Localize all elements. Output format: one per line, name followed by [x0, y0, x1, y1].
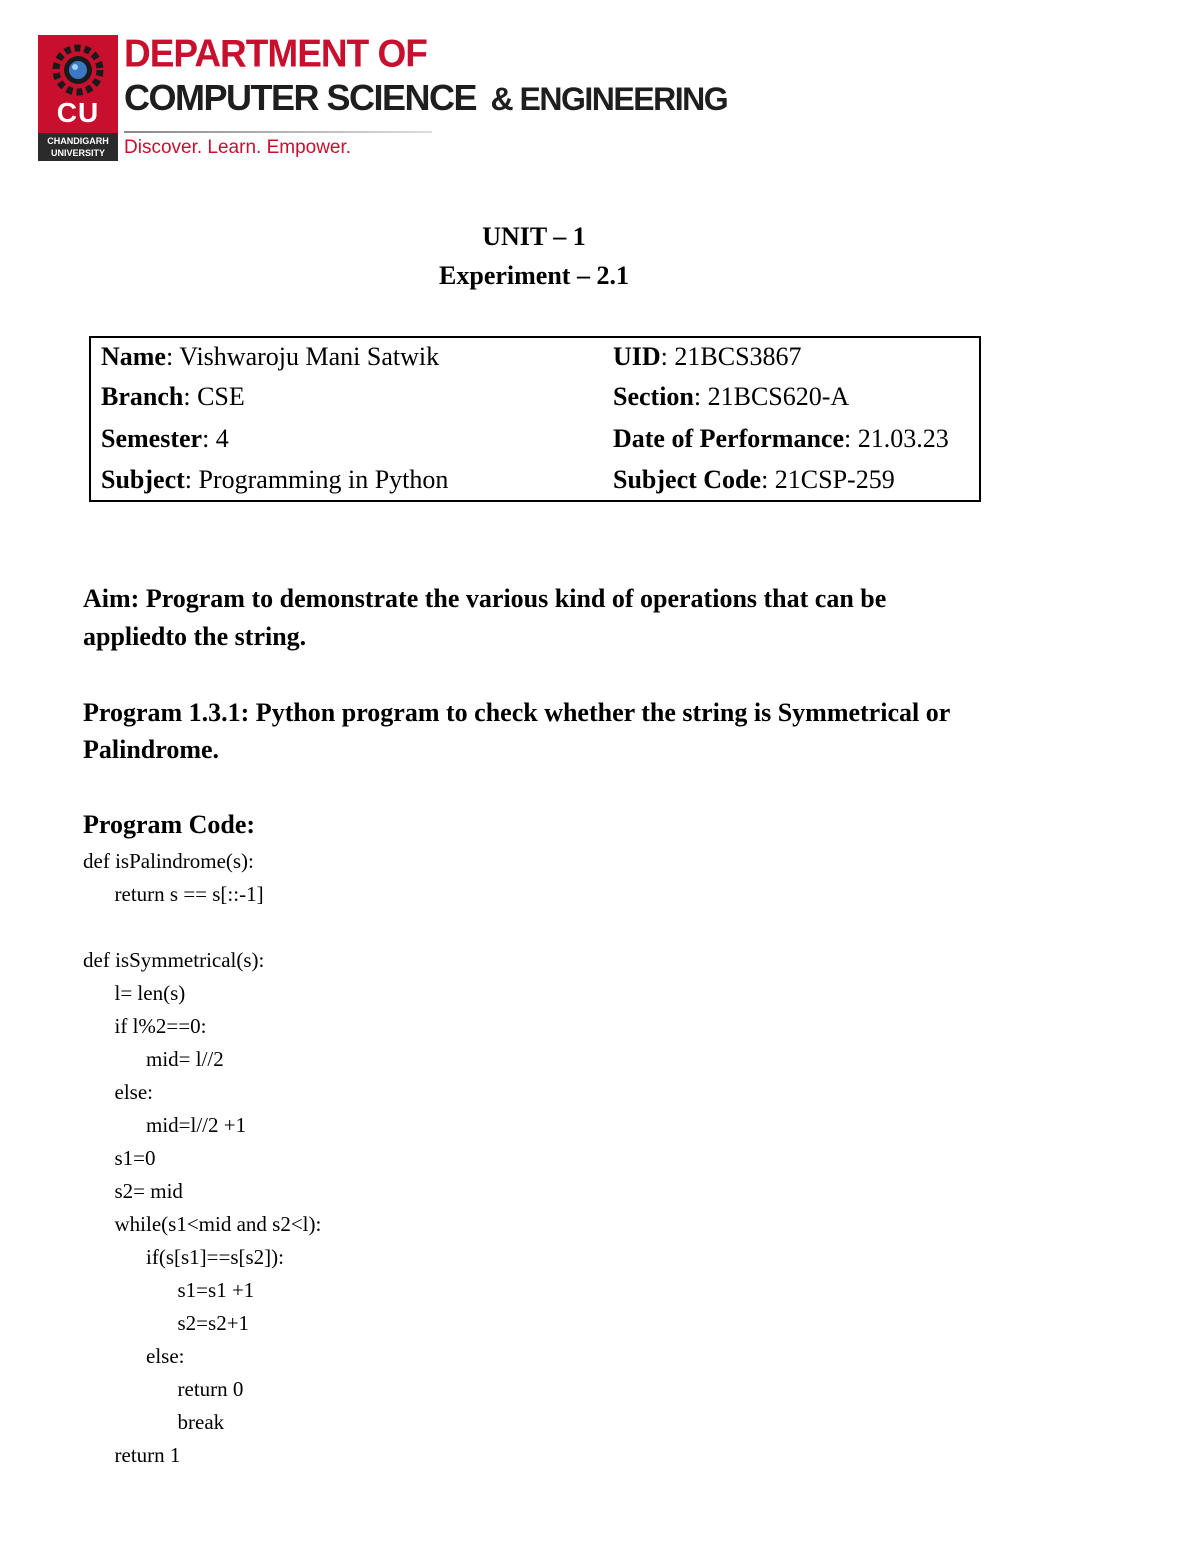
subject-label: Subject	[101, 465, 185, 494]
program-code-heading: Program Code:	[83, 810, 256, 839]
subject-code-field	[613, 465, 895, 495]
logo-university-name	[38, 133, 118, 161]
department-header	[38, 31, 728, 165]
subject-value: : Programming in Python	[184, 465, 449, 494]
code-line: def isPalindrome(s):	[83, 849, 254, 873]
name-label: Name	[101, 342, 166, 371]
code-line	[83, 911, 321, 944]
code-line: s2=s2+1	[83, 1311, 250, 1335]
code-line: else:	[83, 1080, 153, 1104]
program-title: Program 1.3.1: Python program to check whether the string is Symmetrical or Palindrome.	[83, 698, 950, 764]
section-value: : 21BCS620-A	[693, 382, 850, 411]
branch-label: Branch	[101, 382, 184, 411]
branch-field	[101, 382, 245, 412]
code-line: return s == s[::-1]	[83, 882, 264, 906]
date-value: : 21.03.23	[844, 424, 949, 453]
section-label: Section	[613, 382, 694, 411]
uid-field	[613, 342, 802, 372]
logo-initials: CU	[56, 97, 100, 128]
department-title-line2	[124, 77, 727, 119]
semester-field	[101, 424, 229, 454]
code-line: mid= l//2	[83, 1047, 224, 1071]
name-value: : Vishwaroju Mani Satwik	[165, 342, 440, 371]
name-field	[101, 342, 439, 372]
unit-heading: UNIT – 1	[482, 222, 586, 251]
department-title-eng: & ENGINEERING	[490, 81, 728, 117]
uid-value: : 21BCS3867	[660, 342, 802, 371]
date-field	[613, 424, 949, 454]
semester-label: Semester	[101, 424, 203, 453]
student-info-table	[89, 336, 981, 502]
code-line: mid=l//2 +1	[83, 1113, 247, 1137]
branch-value: : CSE	[183, 382, 245, 411]
date-label: Date of Performance	[613, 424, 844, 453]
tagline-divider	[124, 131, 432, 133]
code-line: l= len(s)	[83, 981, 186, 1005]
code-line: else:	[83, 1344, 185, 1368]
department-title-cs: COMPUTER SCIENCE	[124, 77, 477, 118]
code-line: while(s1<mid and s2<l):	[83, 1212, 322, 1236]
code-line: return 0	[83, 1377, 244, 1401]
program-code-block	[83, 845, 321, 1472]
tagline: Discover. Learn. Empower.	[124, 137, 352, 158]
code-line: return 1	[83, 1443, 181, 1467]
subject-field	[101, 465, 448, 495]
logo-university-line2: UNIVERSITY	[50, 148, 105, 158]
code-line: s1=s1 +1	[83, 1278, 255, 1302]
code-line: s1=0	[83, 1146, 156, 1170]
semester-value: : 4	[202, 424, 229, 453]
code-line: def isSymmetrical(s):	[83, 948, 265, 972]
code-line: s2= mid	[83, 1179, 183, 1203]
experiment-heading: Experiment – 2.1	[439, 261, 629, 290]
code-line: if(s[s1]==s[s2]):	[83, 1245, 284, 1269]
subject-code-label: Subject Code	[613, 465, 762, 494]
code-line: break	[83, 1410, 225, 1434]
aim-statement: Aim: Program to demonstrate the various kind of operations that can be appliedto the string.	[83, 584, 887, 651]
uid-label: UID	[613, 342, 661, 371]
section-field	[613, 382, 849, 412]
department-title-line1: DEPARTMENT OF	[124, 31, 427, 75]
code-line: if l%2==0:	[83, 1014, 207, 1038]
subject-code-value: : 21CSP-259	[761, 465, 895, 494]
gear-emblem-icon	[48, 41, 108, 99]
logo-university-line1: CHANDIGARH	[47, 136, 109, 146]
university-logo	[38, 35, 118, 161]
